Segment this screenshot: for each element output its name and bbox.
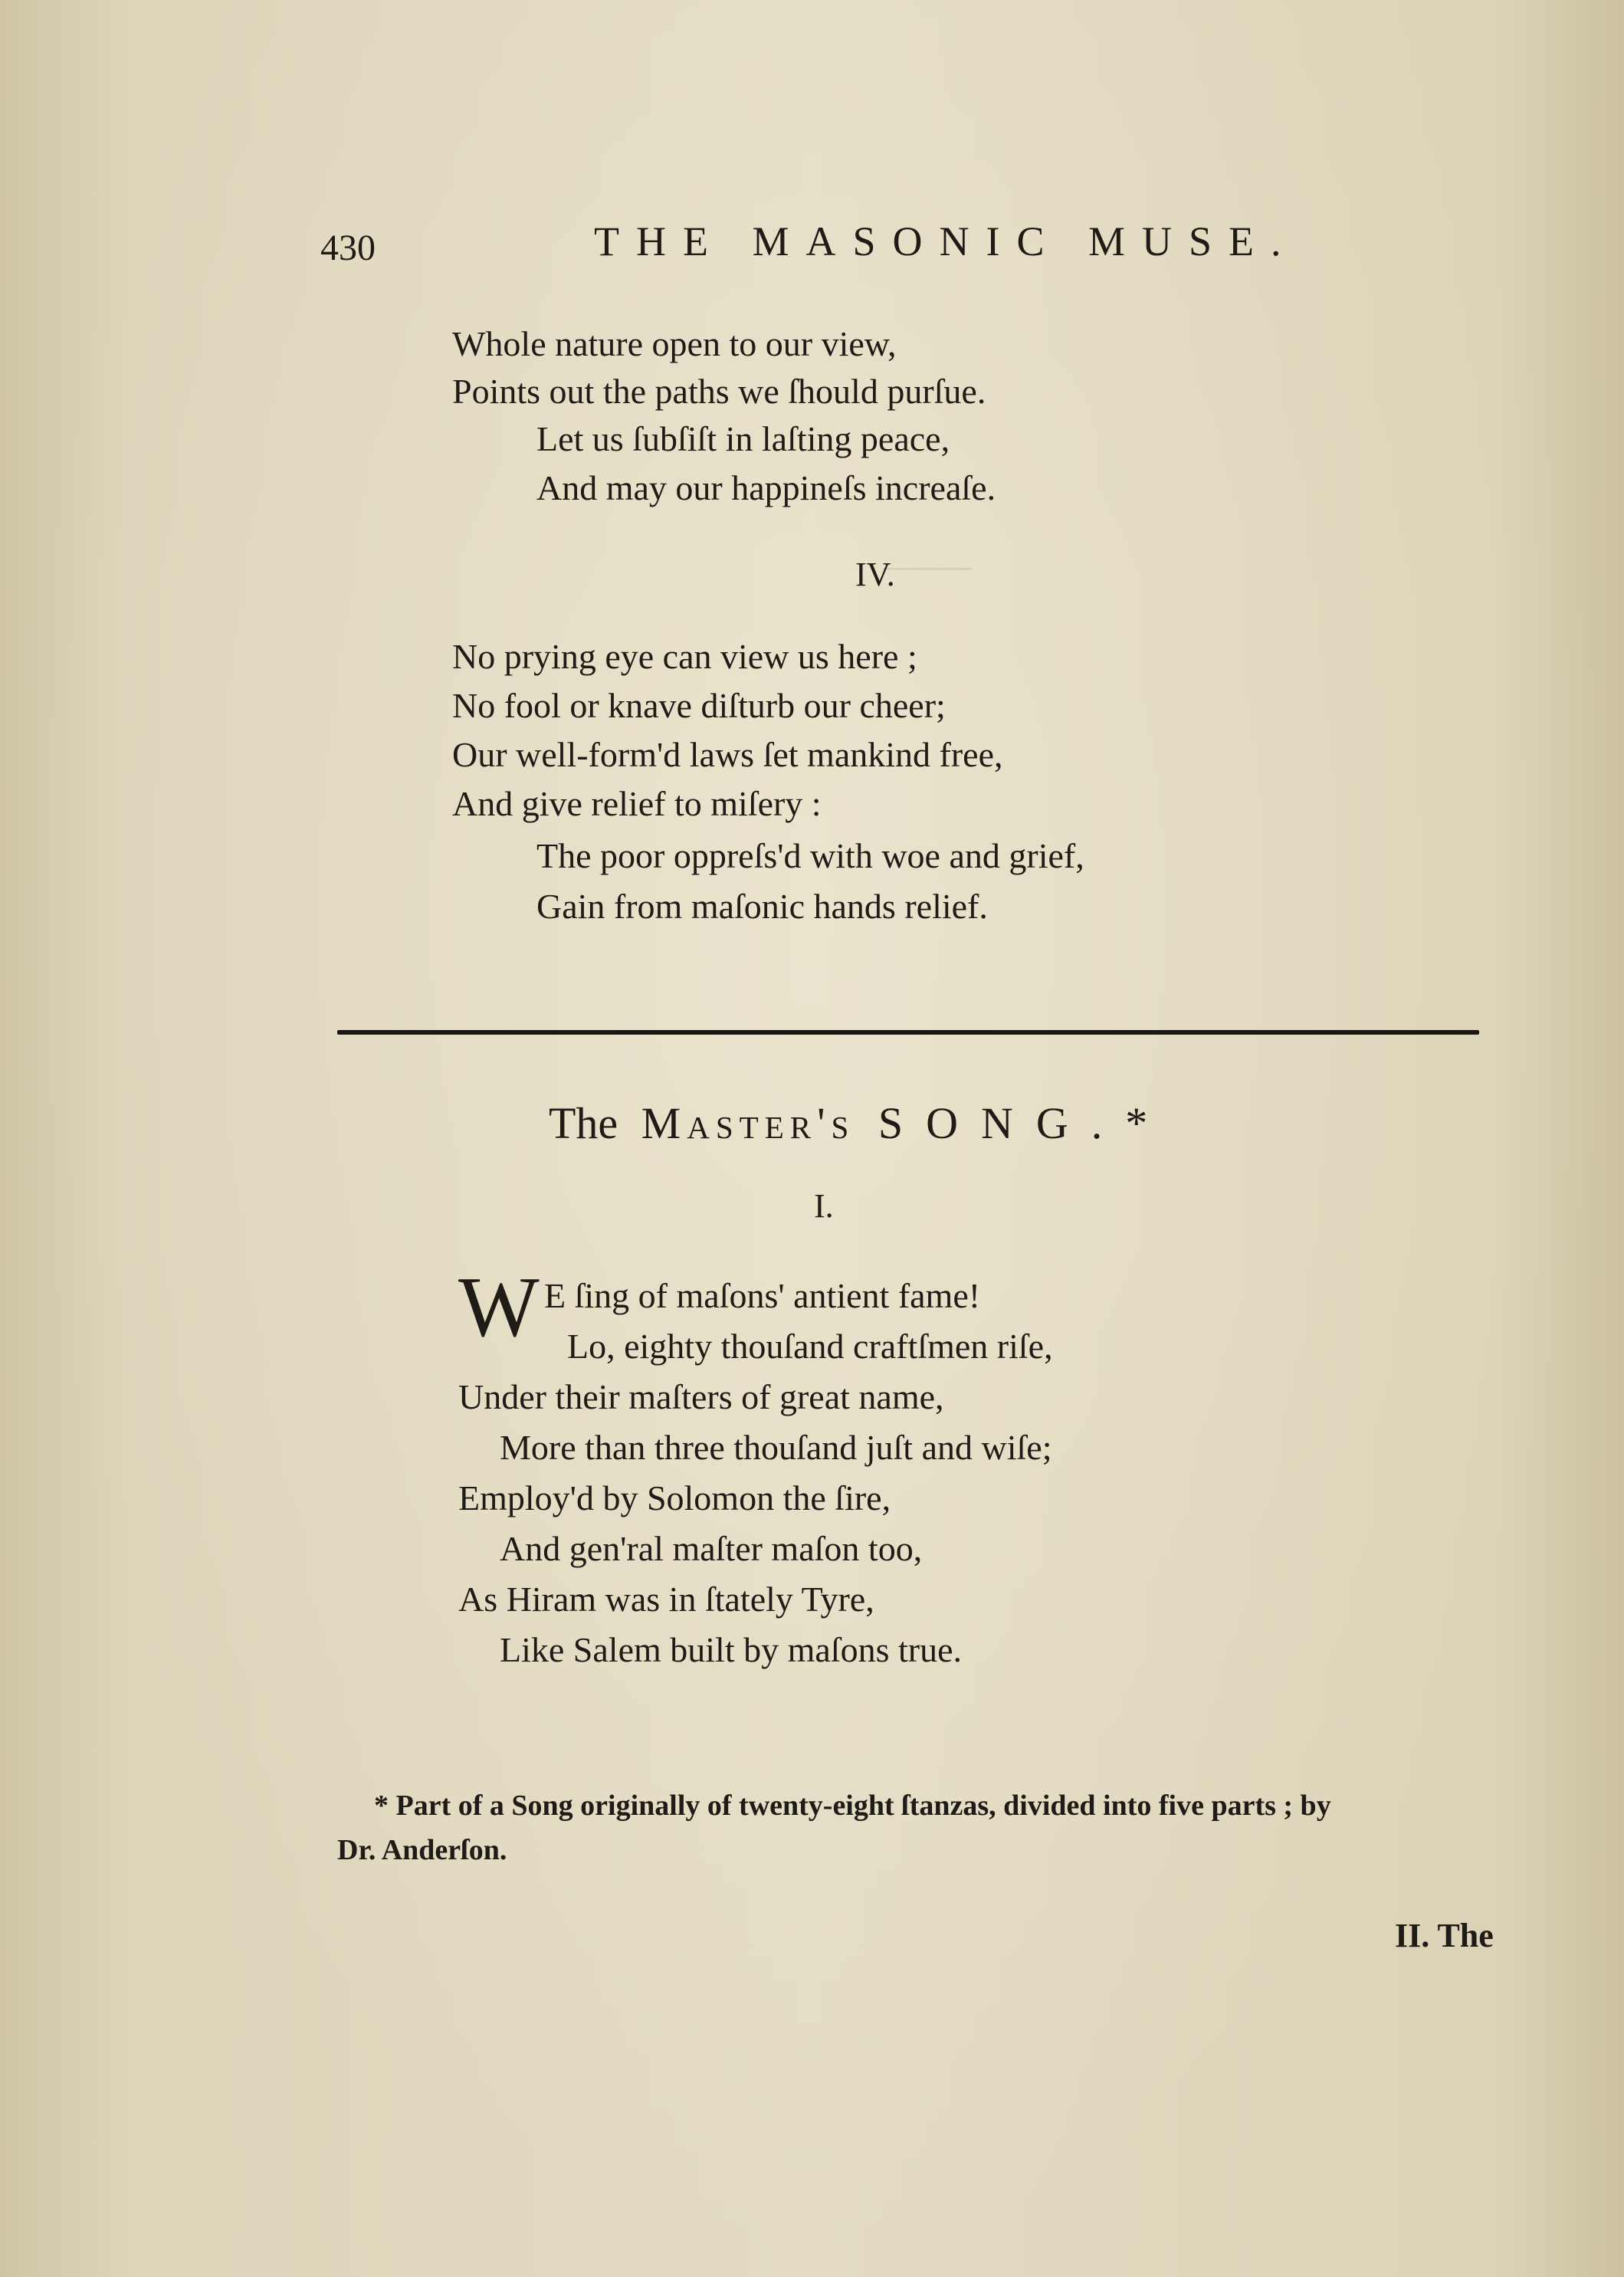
verse-line: Whole nature open to our view, [452,324,897,363]
verse-line: And may our happineſs increaſe. [536,468,996,507]
title-master: Master's [641,1098,855,1148]
title-song: SONG. [878,1098,1126,1148]
section-rule [337,1030,1479,1035]
verse-line: And give relief to miſery : [452,784,822,823]
title-prefix: The [549,1098,618,1148]
verse-line: Lo, eighty thouſand craftſmen riſe, [567,1327,1053,1366]
verse-line: E ſing of maſons' antient fame! [544,1276,981,1315]
verse-line: Points out the paths we ſhould purſue. [452,372,986,411]
running-title: THE MASONIC MUSE. [594,218,1298,264]
verse-line: Let us ſubſiſt in laſting peace, [536,419,950,458]
verse-line: Under their maſters of great name, [458,1377,944,1416]
drop-cap: W [458,1260,540,1355]
verse-line: And gen'ral maſter maſon too, [500,1529,923,1568]
song-title [549,1097,1147,1149]
verse-line: As Hiram was in ſtately Tyre, [458,1580,874,1619]
verse-line: No prying eye can view us here ; [452,637,917,676]
footnote-line: Dr. Anderſon. [337,1834,507,1866]
title-footnote-mark: * [1125,1098,1148,1148]
footnote-line: * Part of a Song originally of twenty-eight ſtanzas, divided into five parts ; by [374,1790,1331,1822]
verse-line: No fool or knave diſturb our cheer; [452,686,946,725]
stanza-numeral: IV. [855,556,895,593]
verse-line: More than three thouſand juſt and wiſe; [500,1428,1052,1467]
stanza-numeral: I. [814,1187,834,1225]
verse-line: Gain from maſonic hands relief. [536,887,988,926]
page-number: 430 [320,228,376,268]
verse-line: Like Salem built by maſons true. [500,1630,963,1669]
catchword: II. The [1395,1917,1494,1954]
show-through: ⸻ [881,546,973,587]
verse-line: Our well-form'd laws ſet mankind free, [452,735,1003,774]
verse-line: Employ'd by Solomon the ſire, [458,1478,891,1517]
verse-line: The poor oppreſs'd with woe and grief, [536,836,1084,875]
